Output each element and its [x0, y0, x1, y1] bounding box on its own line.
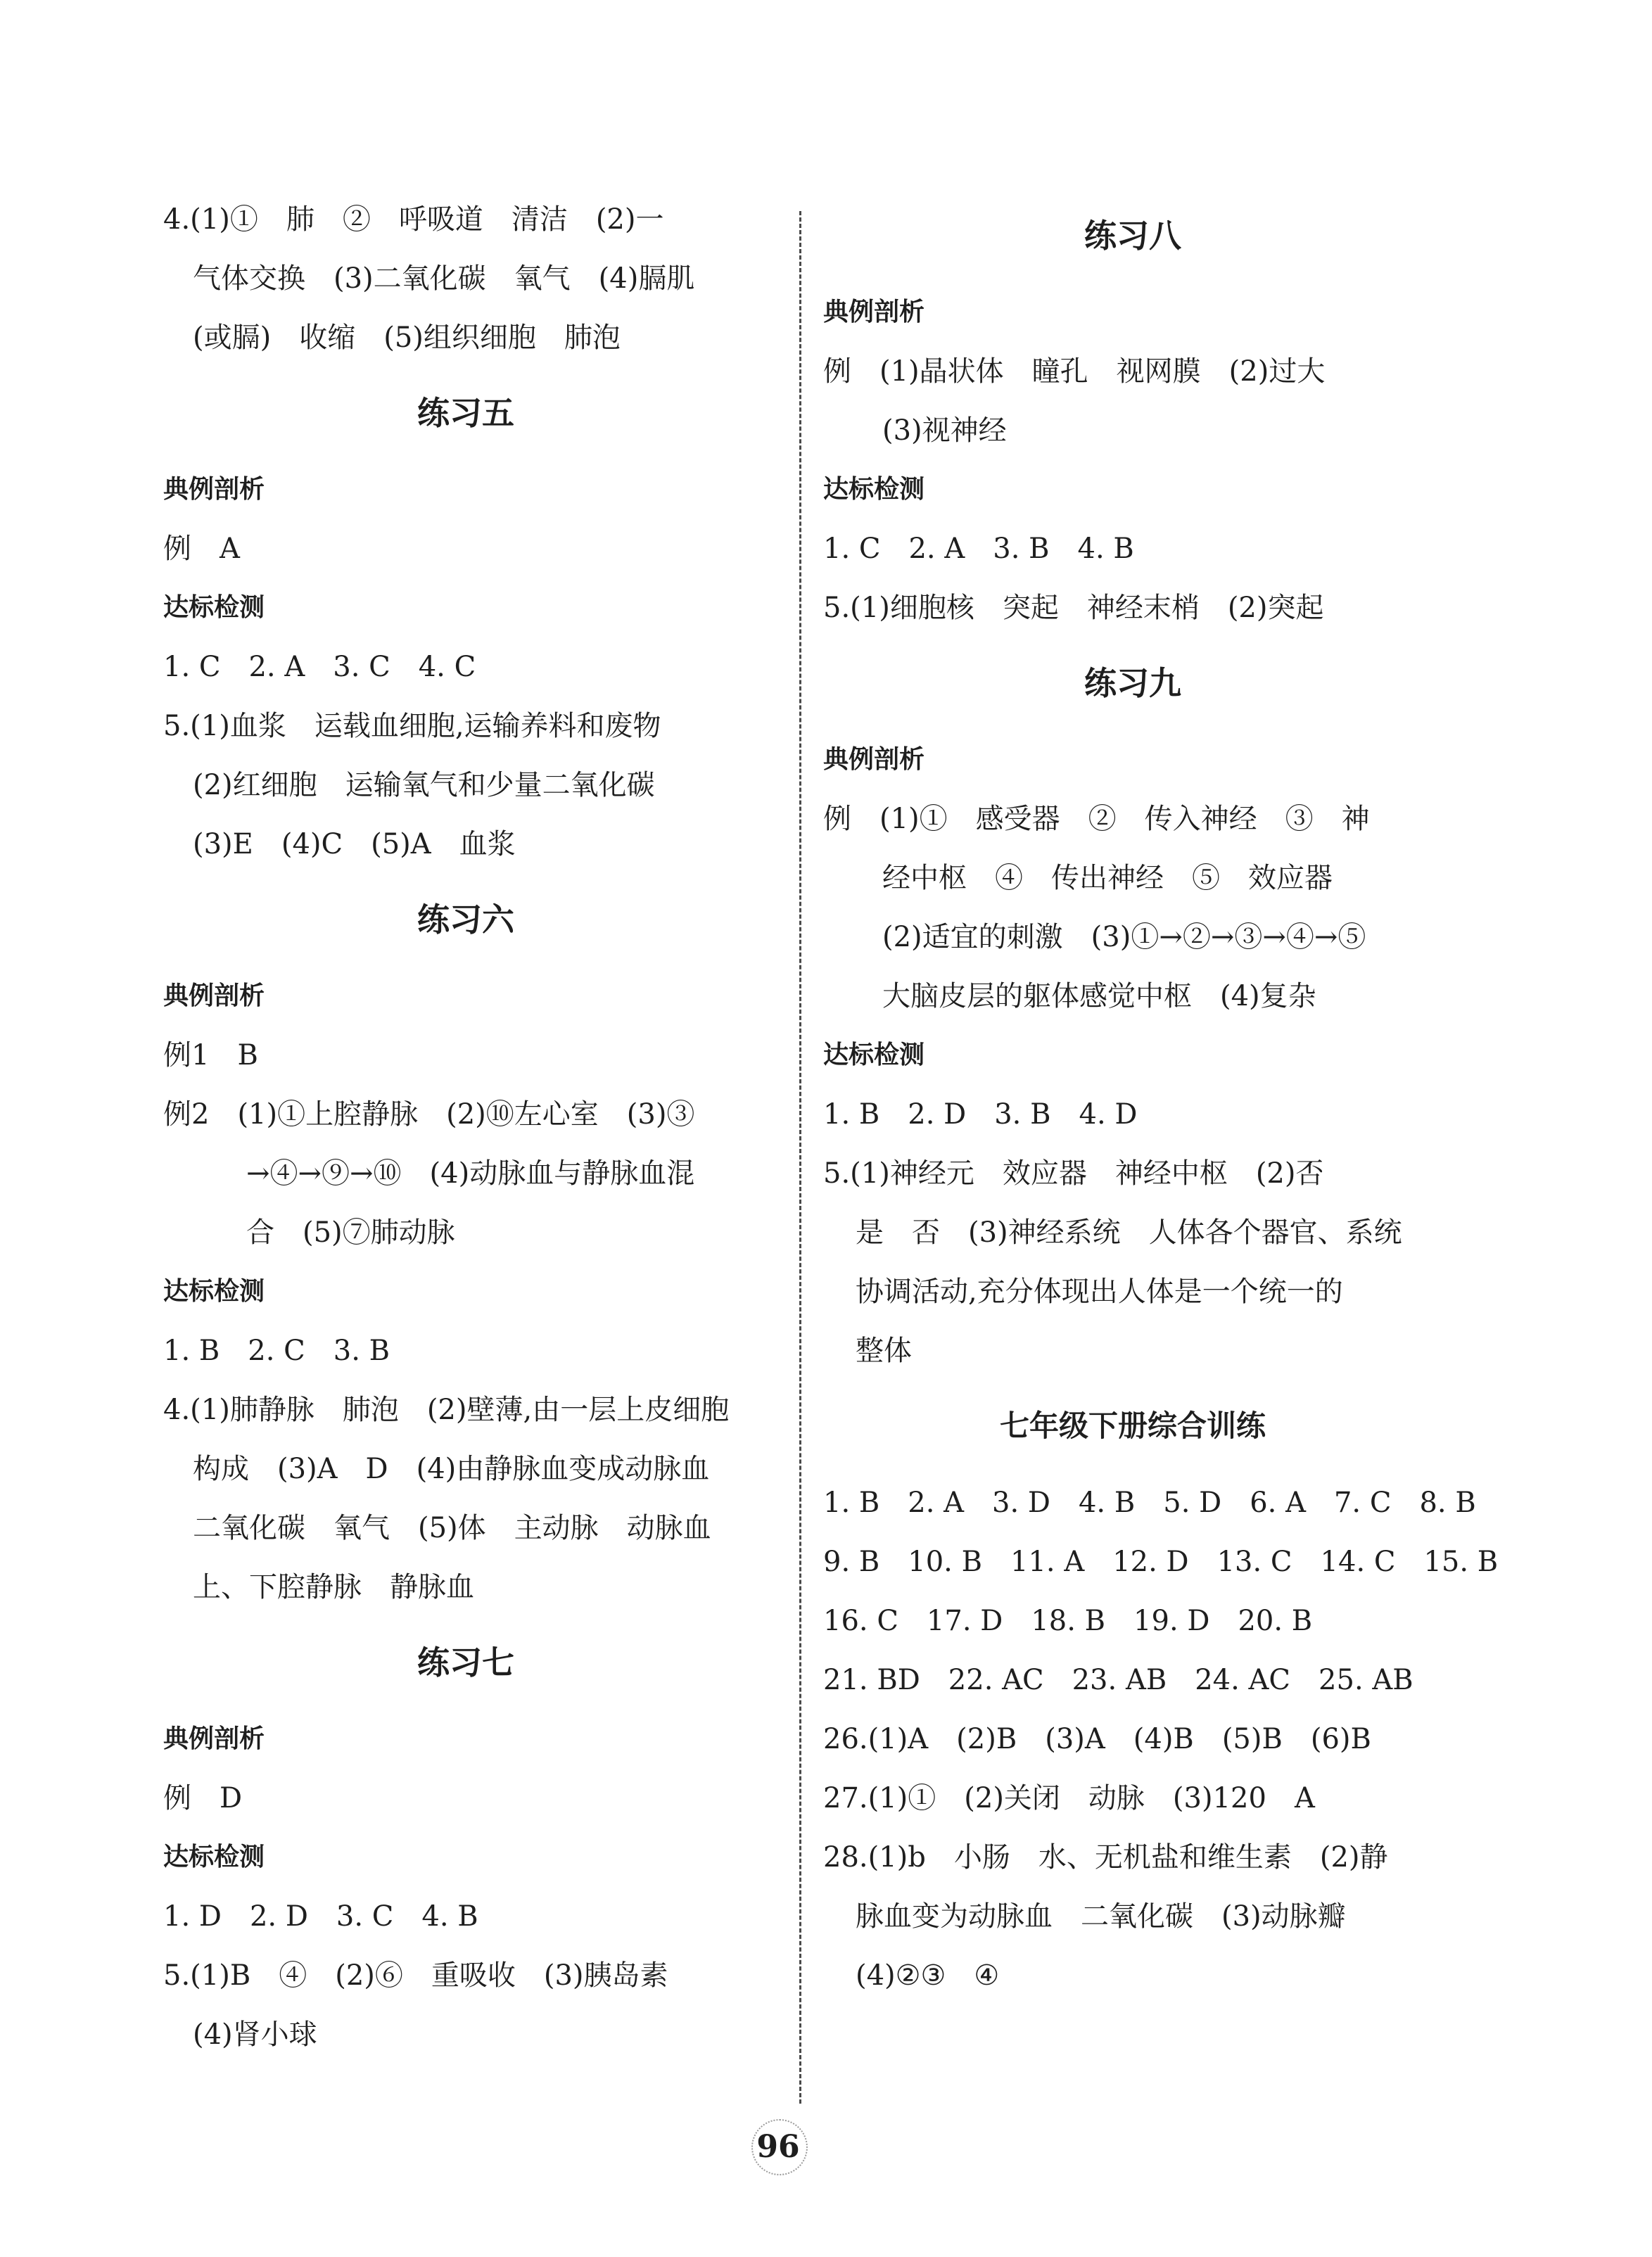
label-example-analysis: 典例剖析 — [163, 475, 265, 504]
label-standard-test: 达标检测 — [823, 475, 925, 504]
example-answer: 大脑皮层的躯体感觉中枢 (4)复杂 — [882, 980, 1316, 1012]
answer-line: (4)肾小球 — [193, 2018, 317, 2051]
example-answer: 例 (1)晶状体 瞳孔 视网膜 (2)过大 — [823, 355, 1326, 388]
answer-line: (3)E (4)C (5)A 血浆 — [193, 828, 516, 860]
section-title-ex6: 练习六 — [417, 901, 514, 939]
answer-line: 1. B 2. D 3. B 4. D — [823, 1098, 1138, 1131]
right-column — [823, 190, 1499, 2005]
example-answer: 合 (5)⑦肺动脉 — [246, 1216, 455, 1249]
answer-line: 二氧化碳 氧气 (5)体 主动脉 动脉血 — [193, 1512, 711, 1544]
label-example-analysis: 典例剖析 — [163, 981, 265, 1010]
section-title-review: 七年级下册综合训练 — [999, 1409, 1266, 1443]
answer-line: 1. B 2. C 3. B — [163, 1335, 390, 1367]
example-answer: 例2 (1)①上腔静脉 (2)⑩左心室 (3)③ — [163, 1098, 695, 1131]
section-title-ex7: 练习七 — [417, 1644, 514, 1681]
example-answer: (2)适宜的刺激 (3)①→②→③→④→⑤ — [882, 921, 1366, 953]
label-example-analysis: 典例剖析 — [823, 298, 925, 326]
answer-line: 1. D 2. D 3. C 4. B — [163, 1900, 478, 1933]
example-answer: 例1 B — [163, 1039, 258, 1072]
example-answer: 例 D — [163, 1782, 243, 1814]
answer-line: 协调活动,充分体现出人体是一个统一的 — [856, 1276, 1343, 1308]
answer-line: 1. B 2. A 3. D 4. B 5. D 6. A 7. C 8. B — [823, 1487, 1476, 1519]
answer-line: 5.(1)B ④ (2)⑥ 重吸收 (3)胰岛素 — [163, 1959, 668, 1992]
answer-line: 是 否 (3)神经系统 人体各个器官、系统 — [856, 1216, 1402, 1249]
answer-line: 1. C 2. A 3. C 4. C — [163, 651, 476, 683]
answer-line: 5.(1)细胞核 突起 神经末梢 (2)突起 — [823, 592, 1324, 624]
page-number: 96 — [739, 2113, 818, 2181]
example-answer: (3)视神经 — [882, 414, 1007, 447]
answer-line: 16. C 17. D 18. B 19. D 20. B — [823, 1605, 1313, 1637]
answer-line: 9. B 10. B 11. A 12. D 13. C 14. C 15. B — [823, 1546, 1499, 1578]
answer-line: 上、下腔静脉 静脉血 — [193, 1571, 474, 1603]
answer-line: 4.(1)肺静脉 肺泡 (2)壁薄,由一层上皮细胞 — [163, 1394, 730, 1426]
section-title-ex8: 练习八 — [1084, 217, 1181, 255]
answer-line: (4)②③ ④ — [856, 1959, 1000, 1992]
answer-line: 5.(1)血浆 运载血细胞,运输养料和废物 — [163, 710, 661, 742]
answer-line: 整体 — [856, 1335, 912, 1367]
answer-line: (2)红细胞 运输氧气和少量二氧化碳 — [193, 769, 655, 801]
example-answer: 例 A — [163, 533, 240, 565]
label-standard-test: 达标检测 — [163, 1843, 265, 1871]
label-standard-test: 达标检测 — [163, 1277, 265, 1306]
answer-line: 27.(1)① (2)关闭 动脉 (3)120 A — [823, 1782, 1315, 1814]
example-answer: 例 (1)① 感受器 ② 传入神经 ③ 神 — [823, 803, 1370, 835]
answer-line: 构成 (3)A D (4)由静脉血变成动脉血 — [193, 1453, 710, 1485]
answer-line: 21. BD 22. AC 23. AB 24. AC 25. AB — [823, 1664, 1413, 1696]
answer-line: 4.(1)① 肺 ② 呼吸道 清洁 (2)一 — [163, 203, 664, 236]
answer-line: 28.(1)b 小肠 水、无机盐和维生素 (2)静 — [823, 1841, 1388, 1874]
answer-line: 26.(1)A (2)B (3)A (4)B (5)B (6)B — [823, 1723, 1371, 1755]
example-answer: →④→⑨→⑩ (4)动脉血与静脉血混 — [246, 1157, 695, 1190]
label-standard-test: 达标检测 — [163, 593, 265, 622]
label-example-analysis: 典例剖析 — [163, 1724, 265, 1753]
example-answer: 经中枢 ④ 传出神经 ⑤ 效应器 — [882, 862, 1333, 894]
column-divider — [799, 211, 801, 2104]
answer-line: 脉血变为动脉血 二氧化碳 (3)动脉瓣 — [856, 1900, 1346, 1933]
answer-line: 1. C 2. A 3. B 4. B — [823, 533, 1134, 565]
label-standard-test: 达标检测 — [823, 1041, 925, 1069]
answer-line: (或膈) 收缩 (5)组织细胞 肺泡 — [193, 322, 621, 354]
section-title-ex5: 练习五 — [417, 394, 514, 432]
answer-line: 5.(1)神经元 效应器 神经中枢 (2)否 — [823, 1157, 1324, 1190]
section-title-ex9: 练习九 — [1084, 664, 1181, 702]
label-example-analysis: 典例剖析 — [823, 745, 925, 774]
answer-line: 气体交换 (3)二氧化碳 氧气 (4)膈肌 — [193, 262, 695, 295]
left-column — [163, 190, 775, 2064]
